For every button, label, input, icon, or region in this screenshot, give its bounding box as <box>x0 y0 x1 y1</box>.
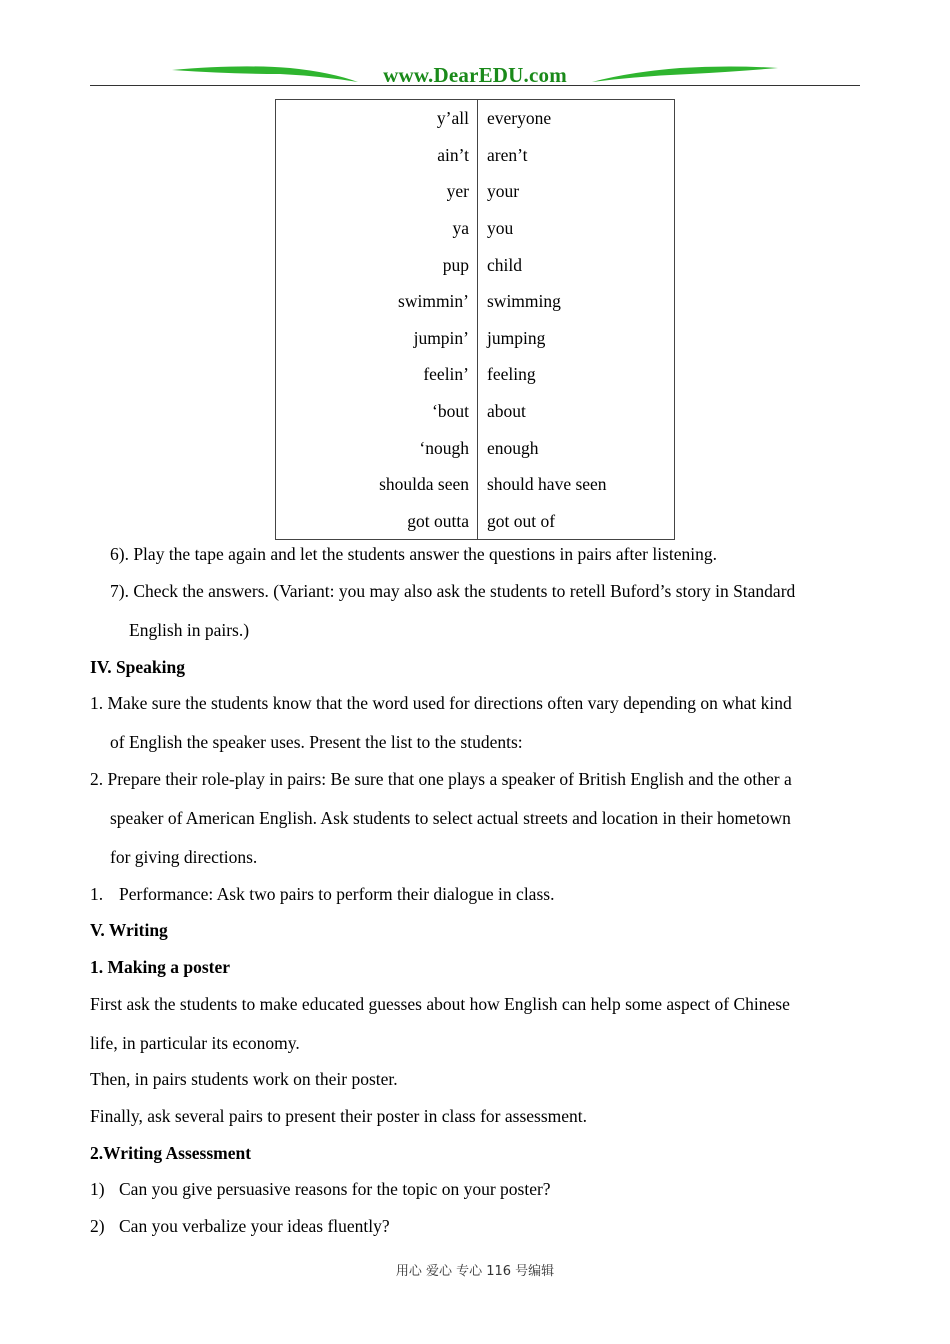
standard-cell: aren’t <box>487 144 528 165</box>
writing-heading: V. Writing <box>90 920 168 940</box>
poster-paragraph-1-cont: life, in particular its economy. <box>90 1033 300 1053</box>
speaking-item-1-cont: of English the speaker uses. Present the list to the students: <box>110 732 523 752</box>
standard-cell: jumping <box>487 327 546 348</box>
speaking-item-1: 1. Make sure the students know that the word used for directions often vary depending on what kind <box>90 693 792 713</box>
standard-cell: you <box>487 218 514 239</box>
table-row <box>276 100 675 137</box>
step-6: 6). Play the tape again and let the students answer the questions in pairs after listening. <box>110 544 717 564</box>
dialect-cell: y’all <box>276 100 478 137</box>
dialect-cell: ain’t <box>276 137 478 174</box>
speaking-item-3: Performance: Ask two pairs to perform their dialogue in class. <box>119 884 555 904</box>
standard-cell: child <box>487 254 522 275</box>
standard-cell: feeling <box>487 364 536 385</box>
poster-paragraph-3: Finally, ask several pairs to present their poster in class for assessment. <box>90 1106 588 1126</box>
table-row <box>276 246 675 283</box>
dialect-table <box>275 99 675 540</box>
table-row <box>276 210 675 247</box>
standard-cell: your <box>487 181 520 202</box>
assessment-q1: Can you give persuasive reasons for the topic on your poster? <box>119 1179 551 1199</box>
speaking-item-2-cont: speaker of American English. Ask students to select actual streets and location in their hometown <box>110 808 791 828</box>
poster-paragraph-1: First ask the students to make educated guesses about how English can help some aspect of Chinese <box>90 994 790 1014</box>
assessment-heading: 2.Writing Assessment <box>90 1143 252 1163</box>
assessment-q2-num: 2) <box>90 1216 105 1236</box>
speaking-item-2: 2. Prepare their role-play in pairs: Be sure that one plays a speaker of British English and the other a <box>90 769 792 789</box>
speaking-heading: IV. Speaking <box>90 657 186 677</box>
page-footer: 用心 爱心 专心 116 号编辑 <box>395 1264 555 1279</box>
table-row <box>276 393 675 430</box>
dialect-cell: ya <box>276 210 478 247</box>
table-row <box>276 503 675 540</box>
standard-cell: everyone <box>487 108 552 129</box>
assessment-q2: Can you verbalize your ideas fluently? <box>119 1216 390 1236</box>
site-logo-text: www.DearEDU.com <box>383 63 567 87</box>
dialect-cell: feelin’ <box>276 356 478 393</box>
table-row <box>276 173 675 210</box>
standard-cell: swimming <box>487 291 561 312</box>
speaking-item-2-cont2: for giving directions. <box>110 847 258 867</box>
dialect-cell: ‘bout <box>276 393 478 430</box>
step-7: 7). Check the answers. (Variant: you may also ask the students to retell Buford’s story in Standard <box>110 581 796 601</box>
dialect-cell: swimmin’ <box>276 283 478 320</box>
standard-cell: enough <box>487 437 539 458</box>
dialect-cell: shoulda seen <box>276 466 478 503</box>
table-row <box>276 137 675 174</box>
standard-cell: got out of <box>487 510 556 531</box>
header-rule <box>90 85 860 86</box>
dialect-cell: jumpin’ <box>276 320 478 357</box>
assessment-q1-num: 1) <box>90 1179 105 1199</box>
dialect-cell: got outta <box>276 503 478 540</box>
dialect-cell: ‘nough <box>276 429 478 466</box>
standard-cell: should have seen <box>487 474 607 495</box>
table-row <box>276 283 675 320</box>
step-7-cont: English in pairs.) <box>129 620 250 640</box>
speaking-item-3-num: 1. <box>90 884 104 904</box>
dialect-cell: pup <box>276 246 478 283</box>
table-row <box>276 320 675 357</box>
poster-paragraph-2: Then, in pairs students work on their poster. <box>90 1069 398 1089</box>
table-row <box>276 356 675 393</box>
standard-cell: about <box>487 401 526 422</box>
table-row <box>276 466 675 503</box>
poster-heading: 1. Making a poster <box>90 957 230 977</box>
dialect-cell: yer <box>276 173 478 210</box>
table-row <box>276 429 675 466</box>
page-header <box>90 62 860 88</box>
